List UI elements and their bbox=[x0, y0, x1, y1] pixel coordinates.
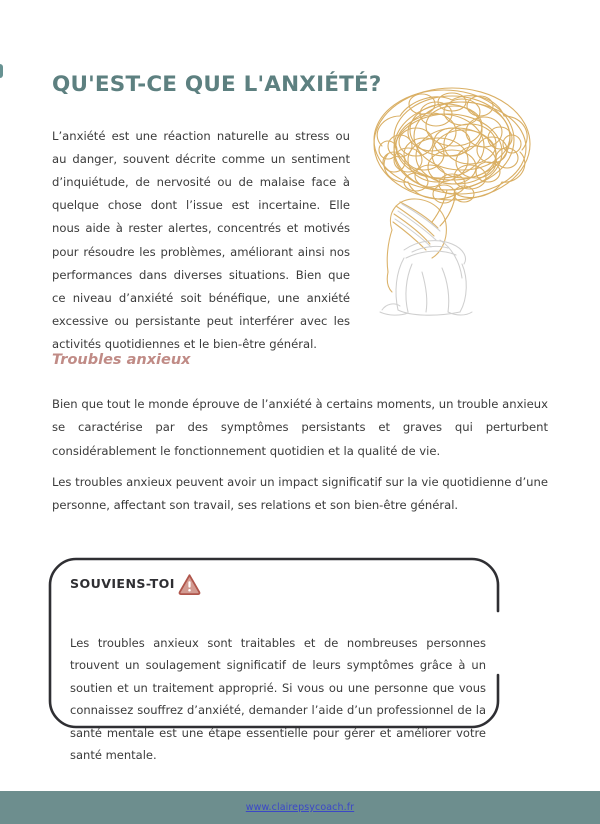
footer-bar bbox=[0, 791, 600, 824]
callout-label: SOUVIENS-TOI bbox=[70, 575, 175, 591]
callout-header bbox=[70, 573, 201, 593]
souviens-toi-callout bbox=[50, 557, 500, 762]
page-title: QU'EST-CE QUE L'ANXIÉTÉ? bbox=[52, 72, 382, 98]
callout-body-text: Les troubles anxieux sont traitables et de nombreuses personnes trouvent un soulagement significatif de leurs symptômes grâce à un soutien et un traitement approprié. Si vous ou une personne que vous connaissez souffrez d’anxiété, demander l’aide d’un professionnel de la santé mentale est une étape essentielle pour gérer et améliorer votre santé mentale. bbox=[70, 635, 486, 762]
intro-paragraph: L’anxiété est une réaction naturelle au stress ou au danger, souvent décrite comme un sentiment d’inquiétude, de nervosité ou de malaise face à quelque chose dont l’issue est incertaine. Elle nous aide à rester alertes, concentrés et motivés pour résoudre les problèmes, améliorant ainsi nos performances dans diverses situations. Bien que ce niveau d’anxiété soit bénéfique, une anxiété excessive ou persistante peut interférer avec les activités quotidiennes et le bien-être général. bbox=[52, 128, 350, 352]
section-subheading: Troubles anxieux bbox=[52, 352, 191, 369]
body-paragraph-2: Les troubles anxieux peuvent avoir un impact significatif sur la vie quotidienne d’une personne, affectant son travail, ses relations et son bien-être général. bbox=[52, 474, 548, 513]
left-edge-accent bbox=[0, 64, 3, 78]
body-paragraph-1: Bien que tout le monde éprouve de l’anxiété à certains moments, un trouble anxieux se caractérise par des symptômes persistants et graves qui perturbent considérablement le fonctionnement quotidien et la qualité de vie. bbox=[52, 396, 548, 458]
anxious-person-with-tangled-thoughts-illustration bbox=[352, 72, 552, 320]
warning-triangle-icon bbox=[178, 573, 201, 595]
footer-website-link[interactable]: www.clairepsycoach.fr bbox=[245, 802, 355, 813]
